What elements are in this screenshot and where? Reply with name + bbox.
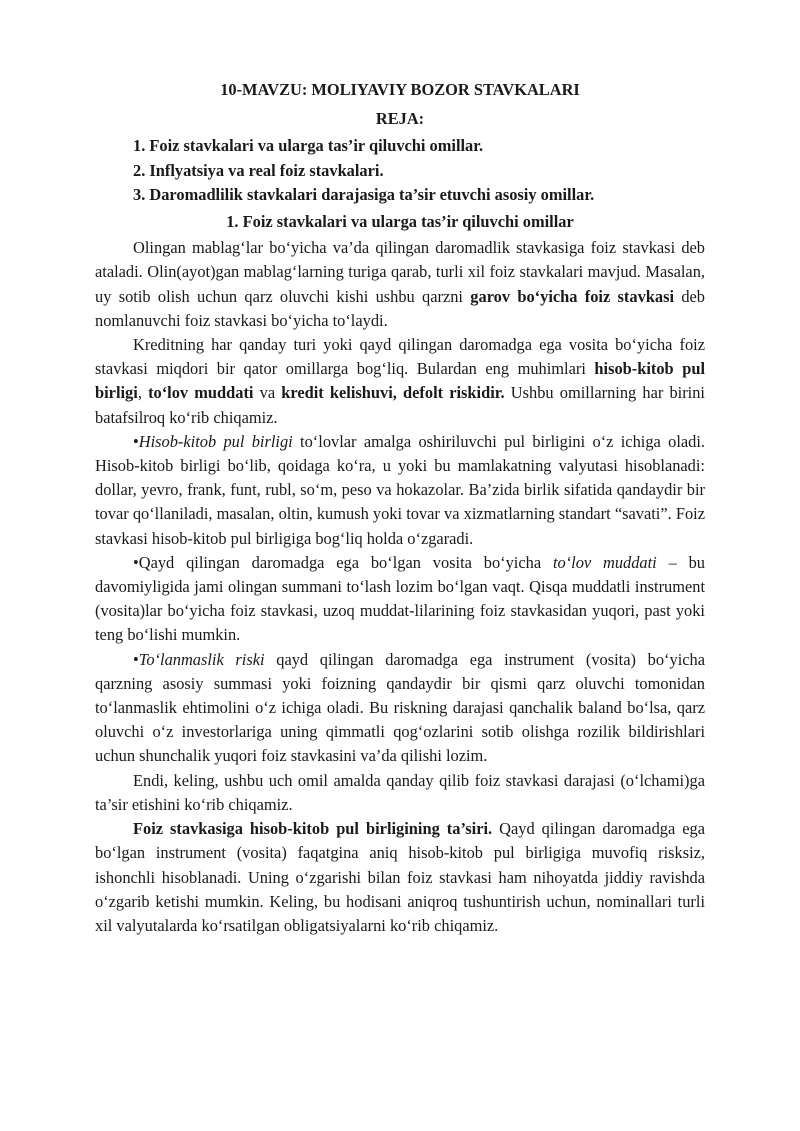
bold-term: kredit kelishuvi, defolt riskidir. (281, 383, 505, 403)
bold-term: hisob-kitob pul birligi (95, 359, 705, 403)
text: Olingan mablag‘lar bo‘yicha va’da qilingan daromadlik stavkasiga foiz stavkasi deb ataladi. Olin(ayot)gan mablag‘larning turiga qarab, turli xil foiz stavkalari mavjud. Masalan, uy sotib olish uchun qarz oluvchi kishi ushbu qarzni (95, 238, 705, 306)
plan-list (95, 134, 705, 207)
bold-term: to‘lov muddati (148, 383, 254, 403)
section-heading: 1. Foiz stavkalari va ularga tas’ir qiluvchi omillar (226, 212, 574, 232)
plan-item: 1. Foiz stavkalari va ularga tas’ir qiluvchi omillar. (133, 136, 484, 156)
text: Ushbu omillarning har birini batafsilroq ko‘rib chiqamiz. (95, 383, 705, 427)
bullet: • (133, 649, 139, 669)
italic-term: to‘lov muddati (552, 552, 657, 572)
italic-term: To‘lanmaslik riski (138, 649, 265, 669)
italic-term: Hisob-kitob pul birligi (138, 431, 293, 451)
paragraph (95, 769, 705, 817)
paragraph (95, 430, 705, 551)
bold-lead: Foiz stavkasiga hisob-kitob pul birligining ta’siri. (133, 819, 493, 839)
text: va (253, 383, 282, 403)
bold-term: garov bo‘yicha foiz stavkasi (470, 286, 675, 306)
plan-item: 2. Inflyatsiya va real foiz stavkalari. (133, 160, 384, 180)
document-page (95, 78, 705, 938)
text: to‘lovlar amalga oshiriluvchi pul birligini o‘z ichiga oladi. Hisob-kitob birligi bo‘lib, qoidaga ko‘ra, u yoki bu mamlakatning valyutasi hisoblanadi: dollar, yevro, frank, funt, rubl, so‘m, peso va hokazolar. Ba’zida birlik sifatida qandaydir bir tovar qo‘llaniladi, masalan, oltin, kumush yoki tovar va xizmatlarning standart “savati”. Foiz stavkasi hisob-kitob pul birligiga bog‘liq holda o‘zgaradi. (95, 431, 705, 548)
plan-item: 3. Daromadlilik stavkalari darajasiga ta’sir etuvchi asosiy omillar. (133, 184, 595, 204)
paragraph (95, 333, 705, 430)
plan-heading: REJA: (375, 109, 425, 129)
paragraph (95, 551, 705, 648)
page-title: 10-MAVZU: MOLIYAVIY BOZOR STAVKALARI (220, 80, 580, 99)
text: Kreditning har qanday turi yoki qayd qilingan daromadga ega vosita bo‘yicha foiz stavkasi miqdori bir qator omillarga bog‘liq. Bulardan eng muhimlari (95, 335, 705, 379)
text: deb nomlanuvchi foiz stavkasi bo‘yicha to‘laydi. (95, 286, 706, 330)
text: •Qayd qilingan daromadga ega bo‘lgan vosita bo‘yicha (133, 552, 553, 572)
text: , (137, 383, 149, 403)
text: – bu davomiyligida jami olingan summani to‘lash lozim bo‘lgan vaqt. Qisqa muddatli instrument (vosita)lar bo‘yicha foiz stavkasi, uzoq muddat-lilarining foiz stavkasidan yuqori, past yoki teng bo‘lishi mumkin. (95, 552, 705, 645)
text: qayd qilingan daromadga ega instrument (vosita) bo‘yicha qarzning asosiy summasi yoki foizning qandaydir bir qismi qarz oluvchi tomonidan to‘lanmaslik ehtimolini o‘z ichiga oladi. Bu riskning darajasi qanchalik baland bo‘lsa, qarz oluvchi o‘z investorlariga uning qimmatli qog‘ozlarini sotib olishga rozilik bildirishlari uchun shunchalik yuqori foiz stavkasini va’da qilishi lozim. (95, 649, 705, 766)
text: Qayd qilingan daromadga ega bo‘lgan instrument (vosita) faqatgina aniq hisob-kitob pul birligiga muvofiq risksiz, ishonchli hisoblanadi. Uning o‘zgarishi bilan foiz stavkasi ham nihoyatda jiddiy ravishda o‘zgarib ketishi mumkin. Keling, bu hodisani aniqroq tushuntirish uchun, nominallari turli xil valyutalarda ko‘rsatilgan obligatsiyalarni ko‘rib chiqamiz. (95, 819, 705, 935)
paragraph (95, 648, 705, 769)
paragraph (95, 817, 705, 938)
bullet: • (133, 431, 139, 451)
paragraph (95, 236, 705, 333)
text: Endi, keling, ushbu uch omil amalda qanday qilib foiz stavkasi darajasi (o‘lchami)ga ta’sir etishini ko‘rib chiqamiz. (95, 770, 705, 814)
